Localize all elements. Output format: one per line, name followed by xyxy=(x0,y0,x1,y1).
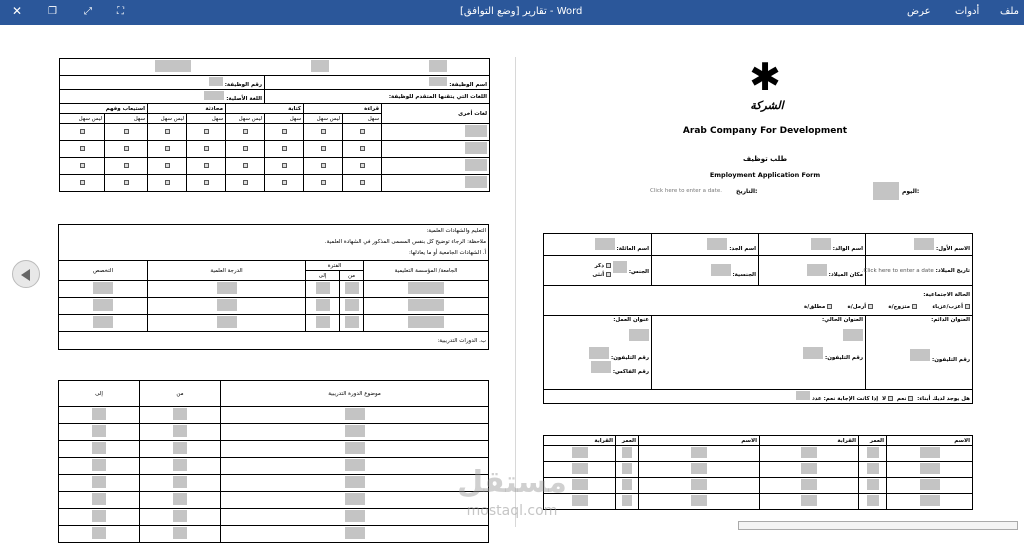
skill-comprehension: استيعاب وفهم xyxy=(60,104,148,114)
language-row xyxy=(60,175,490,192)
marital-status-label: الحالة الاجتماعية: xyxy=(923,291,970,298)
children-question[interactable]: هل يوجد لديك أبناء: نعم لا إذا كانت الإجابة نعم: عدد xyxy=(544,390,973,404)
degree-header: الدرجة العلمية xyxy=(148,261,306,281)
restore-icon[interactable]: ❐ xyxy=(48,6,57,17)
header-placeholder-row xyxy=(60,59,490,76)
current-address-cell[interactable]: العنوان الحالي: رقم التليفون: xyxy=(652,316,866,390)
course-row xyxy=(59,509,489,526)
prev-page-button[interactable] xyxy=(12,260,40,288)
rel-name-header: الاسم xyxy=(639,436,760,446)
day-label: اليوم: xyxy=(902,188,920,195)
course-row xyxy=(59,407,489,424)
level-easy: سهل xyxy=(343,114,382,124)
menu-view[interactable]: عرض xyxy=(907,6,931,17)
courses-table xyxy=(58,380,489,543)
language-row xyxy=(60,158,490,175)
form-title-en: Employment Application Form xyxy=(709,171,821,179)
education-note: ملاحظة: الرجاء توضيح كل بنفس المسمى المذكور في الشهادة العلمية. xyxy=(324,239,487,245)
permanent-address-cell[interactable]: العنوان الدائم: رقم التليفون: xyxy=(866,316,973,390)
work-address-cell[interactable]: عنوان العمل: رقم التليفون: رقم الفاكس: xyxy=(544,316,652,390)
personal-info-table xyxy=(543,233,973,404)
rel-age-header: العمر xyxy=(859,436,887,446)
institution-header: الجامعة/ المؤسسة التعليمية xyxy=(364,261,489,281)
relative-row xyxy=(544,478,973,494)
languages-label: اللغات التي يتقنها المتقدم للوظيفة: xyxy=(265,90,490,104)
level-easy: سهل xyxy=(187,114,226,124)
course-row xyxy=(59,526,489,543)
level-not-easy: ليس سهل xyxy=(148,114,187,124)
menu-file[interactable]: ملف xyxy=(1000,6,1020,17)
to-header: إلى xyxy=(306,271,340,281)
dob-cell[interactable]: تاريخ الميلاد: Click here to enter a date. xyxy=(866,256,973,286)
rel-relation-header: القرابة xyxy=(760,436,859,446)
course-row xyxy=(59,441,489,458)
level-not-easy: ليس سهل xyxy=(304,114,343,124)
marital-options[interactable]: أعزب/عزباء متزوج/ة أرمل/ة مطلق/ة xyxy=(546,301,970,313)
relative-row xyxy=(544,446,973,462)
document-view xyxy=(0,25,1024,534)
nationality-cell[interactable]: الجنسية: xyxy=(652,256,759,286)
pob-cell[interactable]: مكان الميلاد: xyxy=(759,256,866,286)
title-bar xyxy=(0,0,1024,25)
header-date-label: التاريخ: xyxy=(736,188,758,195)
watermark-logo: مستقل xyxy=(457,465,567,500)
job-no-cell[interactable]: رقم الوظيفة: xyxy=(60,76,265,90)
skill-reading: قراءة xyxy=(304,104,382,114)
major-header: التخصص xyxy=(59,261,148,281)
from-header: من xyxy=(340,271,364,281)
job-language-table xyxy=(59,58,490,192)
header-date-placeholder[interactable]: Click here to enter a date. xyxy=(650,188,722,194)
language-row xyxy=(60,141,490,158)
level-not-easy: ليس سهل xyxy=(226,114,265,124)
company-logo-icon: ✱ xyxy=(749,55,781,99)
skill-writing: كتابة xyxy=(226,104,304,114)
skill-conversation: محادثة xyxy=(148,104,226,114)
course-row xyxy=(59,492,489,509)
level-easy: سهل xyxy=(105,114,148,124)
close-icon[interactable]: ✕ xyxy=(12,4,23,18)
degree-row xyxy=(59,315,489,332)
rel-age-header: العمر xyxy=(616,436,639,446)
course-row xyxy=(59,475,489,492)
day-field[interactable] xyxy=(873,182,899,200)
course-row xyxy=(59,458,489,475)
relatives-table xyxy=(543,435,973,510)
course-row xyxy=(59,424,489,441)
chevron-left-icon xyxy=(21,269,30,281)
level-easy: سهل xyxy=(265,114,304,124)
fullscreen-icon[interactable]: ⛶ xyxy=(117,6,124,17)
collapse-icon[interactable]: ⤢ xyxy=(84,6,92,17)
courses-title: ب. الدورات التدريبية: xyxy=(59,332,489,350)
level-not-easy: ليس سهل xyxy=(60,114,105,124)
course-subject-header: موضوع الدورة التدريبية xyxy=(221,381,489,407)
course-to-header: إلى xyxy=(59,381,140,407)
relative-row xyxy=(544,462,973,478)
course-from-header: من xyxy=(140,381,221,407)
family-name-cell[interactable]: اسم العائلة: xyxy=(544,234,652,256)
rel-name-header: الاسم xyxy=(887,436,973,446)
gender-cell[interactable]: الجنس: ذكر أنثى xyxy=(544,256,652,286)
education-title: التعليم والشهادات العلمية: xyxy=(426,228,487,234)
period-header: الفترة xyxy=(306,261,364,271)
form-title-ar: طلب توظيف xyxy=(742,155,788,163)
other-languages-label: لغات أخرى xyxy=(382,104,490,124)
relative-row xyxy=(544,494,973,510)
degree-row xyxy=(59,281,489,298)
job-name-cell[interactable]: اسم الوظيفة: xyxy=(265,76,490,90)
company-logo-script: الشركة xyxy=(750,99,784,112)
father-name-cell[interactable]: اسم الوالد: xyxy=(759,234,866,256)
grandfather-name-cell[interactable]: اسم الجد: xyxy=(652,234,759,256)
company-name: Arab Company For Development xyxy=(682,126,848,136)
rel-relation-header: القرابة xyxy=(544,436,616,446)
degrees-title: أ. الشهادات الجامعية أو ما يعادلها: xyxy=(409,250,487,256)
menu-tools[interactable]: أدوات xyxy=(955,6,980,17)
native-language-cell[interactable]: اللغة الأصلية: xyxy=(60,90,265,104)
first-name-cell[interactable]: الاسم الأول: xyxy=(866,234,973,256)
page-divider xyxy=(515,57,516,527)
education-table xyxy=(58,224,489,350)
window-title: تقارير [وضع التوافق] - Word xyxy=(460,6,583,17)
language-row xyxy=(60,124,490,141)
degree-row xyxy=(59,298,489,315)
watermark-url: mostaql.com xyxy=(466,503,558,519)
horizontal-scrollbar[interactable] xyxy=(738,521,1018,530)
